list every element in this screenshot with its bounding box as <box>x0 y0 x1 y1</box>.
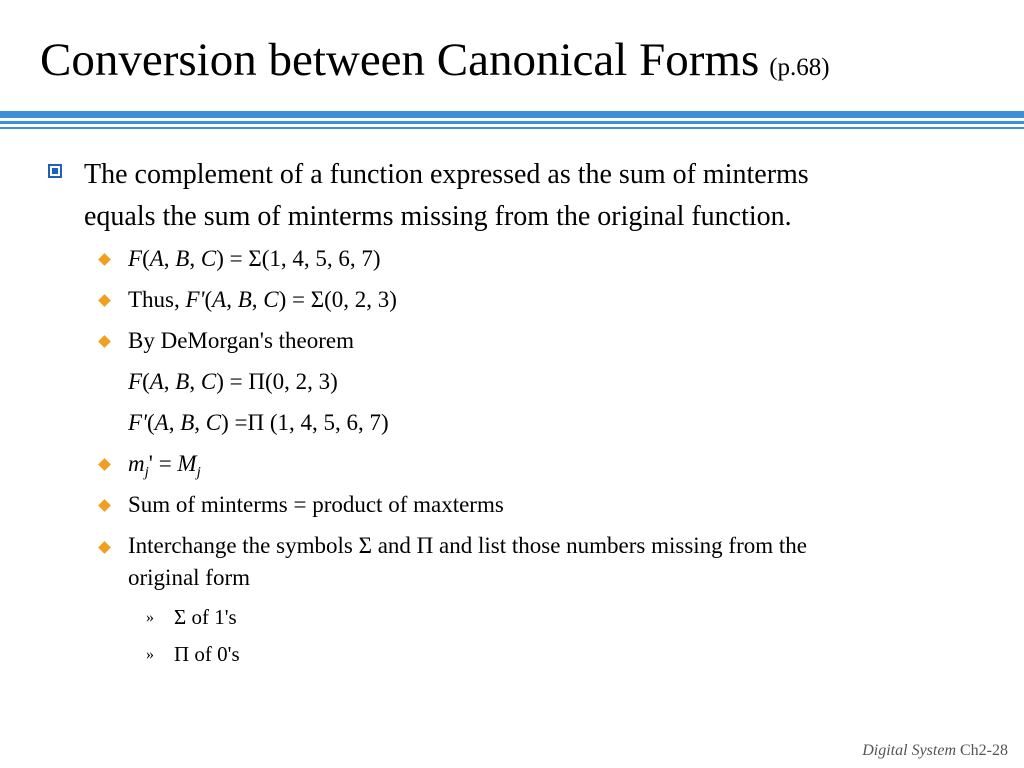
diamond-bullet-icon <box>98 458 111 471</box>
sub-bullet-interchange <box>128 530 988 594</box>
footer-page: Ch2-28 <box>956 742 1008 759</box>
title-text: Conversion between Canonical Forms <box>40 34 760 86</box>
sub-bullet-sum-product: Sum of minterms = product of maxterms <box>128 492 504 517</box>
sub-bullet-thus: Thus, F'(A, B, C) = Σ(0, 2, 3) <box>128 287 397 312</box>
main-bullet-text <box>84 154 984 238</box>
subsub-bullet-pi: Π of 0's <box>174 642 240 666</box>
slide-title <box>40 30 830 98</box>
interchange-line2: original form <box>128 565 250 590</box>
square-bullet-icon <box>48 164 62 178</box>
diamond-bullet-icon <box>98 294 111 307</box>
line-fprime-product: F'(A, B, C) =Π (1, 4, 5, 6, 7) <box>128 410 389 435</box>
line-f-product: F(A, B, C) = Π(0, 2, 3) <box>128 369 338 394</box>
subsub-bullet-sigma: Σ of 1's <box>174 605 237 629</box>
sub-bullet-mj: $m_j' = M_j$ <box>128 451 201 481</box>
main-bullet-line1: The complement of a function expressed as the sum of minterms <box>84 159 809 190</box>
interchange-line1: Interchange the symbols Σ and Π and list those numbers missing from the <box>128 533 807 558</box>
raquo-bullet-icon: » <box>146 646 154 663</box>
raquo-bullet-icon: » <box>146 609 154 626</box>
slide-footer <box>862 742 1008 760</box>
diamond-bullet-icon <box>98 499 111 512</box>
diamond-bullet-icon <box>98 541 111 554</box>
page-reference: (p.68) <box>769 54 830 81</box>
sub-bullet-demorgan: By DeMorgan's theorem <box>128 328 355 353</box>
diamond-bullet-icon <box>98 253 111 266</box>
main-bullet-line2: equals the sum of minterms missing from the original function. <box>84 201 792 232</box>
title-underline <box>0 111 1024 129</box>
sub-bullet-f-sum: F(A, B, C) = Σ(1, 4, 5, 6, 7) <box>128 246 381 271</box>
diamond-bullet-icon <box>98 335 111 348</box>
footer-course: Digital System <box>862 742 956 759</box>
